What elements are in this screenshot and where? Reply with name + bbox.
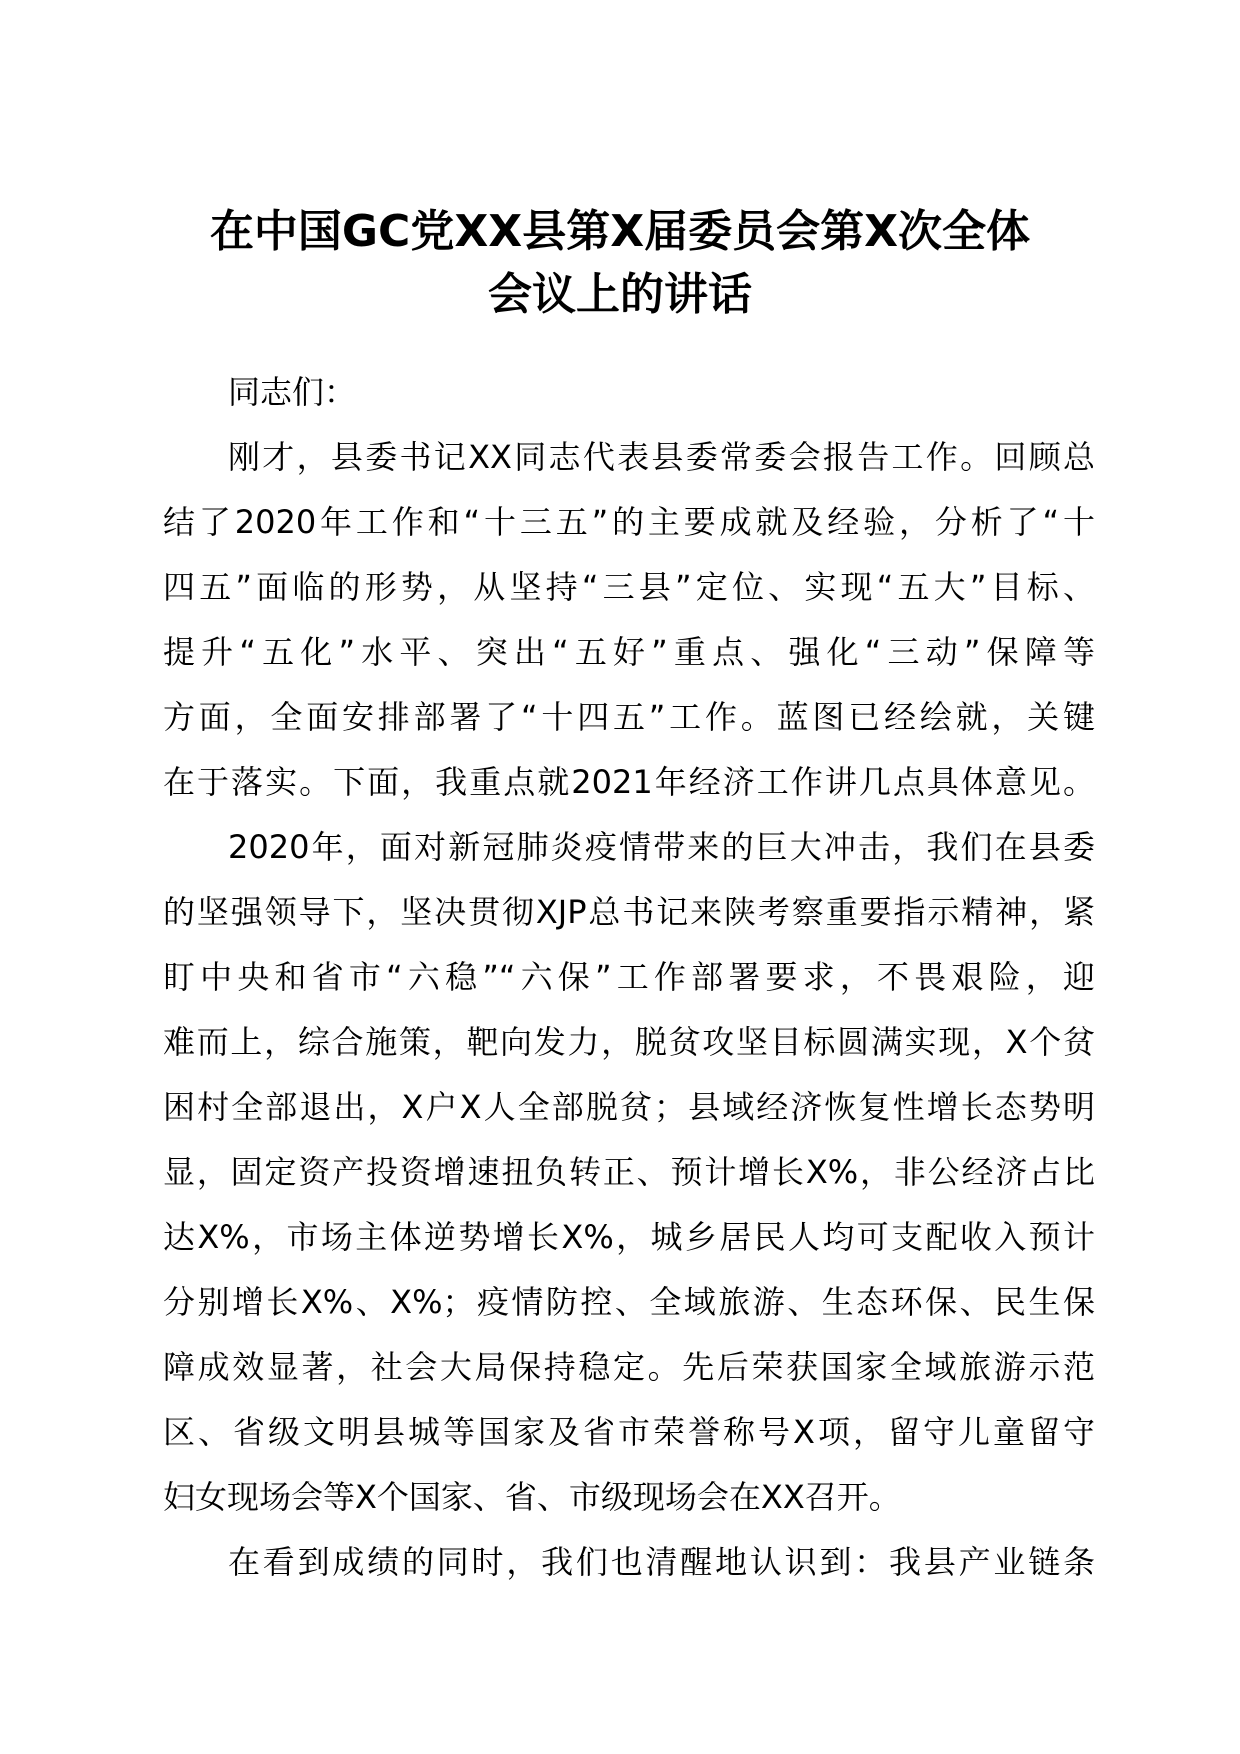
paragraph-line: 障成效显著，社会大局保持稳定。先后荣获国家全域旅游示范 xyxy=(163,1348,1095,1386)
paragraph-line: 在看到成绩的同时，我们也清醒地认识到：我县产业链条 xyxy=(228,1543,1095,1581)
paragraph-line: 达X%，市场主体逆势增长X%，城乡居民人均可支配收入预计 xyxy=(163,1218,1095,1256)
paragraph-line: 2020年，面对新冠肺炎疫情带来的巨大冲击，我们在县委 xyxy=(228,828,1095,866)
paragraph-line: 困村全部退出，X户X人全部脱贫；县域经济恢复性增长态势明 xyxy=(163,1088,1095,1126)
paragraph-line: 的坚强领导下，坚决贯彻XJP总书记来陕考察重要指示精神，紧 xyxy=(163,893,1095,931)
paragraph-line: 在于落实。下面，我重点就2021年经济工作讲几点具体意见。 xyxy=(163,763,1095,801)
document-title-line-1: 在中国GC党XX县第X届委员会第X次全体 xyxy=(209,206,1031,257)
paragraph-line: 方面，全面安排部署了“十四五”工作。蓝图已经绘就，关键 xyxy=(163,698,1095,736)
paragraph-line: 难而上，综合施策，靶向发力，脱贫攻坚目标圆满实现，X个贫 xyxy=(163,1023,1095,1061)
paragraph-line: 四五”面临的形势，从坚持“三县”定位、实现“五大”目标、 xyxy=(163,568,1095,606)
document-title-line-2: 会议上的讲话 xyxy=(488,269,752,320)
paragraph-line: 刚才，县委书记XX同志代表县委常委会报告工作。回顾总 xyxy=(228,438,1095,476)
paragraph-line: 提升“五化”水平、突出“五好”重点、强化“三动”保障等 xyxy=(163,633,1095,671)
paragraph-line: 分别增长X%、X%；疫情防控、全域旅游、生态环保、民生保 xyxy=(163,1283,1095,1321)
paragraph-line: 区、省级文明县城等国家及省市荣誉称号X项，留守儿童留守 xyxy=(163,1413,1095,1451)
paragraph-line: 结了2020年工作和“十三五”的主要成就及经验，分析了“十 xyxy=(163,503,1095,541)
paragraph-line: 盯中央和省市“六稳”“六保”工作部署要求，不畏艰险，迎 xyxy=(163,958,1095,996)
document-body xyxy=(163,437,1095,1607)
paragraph-line: 妇女现场会等X个国家、省、市级现场会在XX召开。 xyxy=(163,1478,901,1516)
paragraph-line: 显，固定资产投资增速扭负转正、预计增长X%，非公经济占比 xyxy=(163,1153,1095,1191)
salutation: 同志们： xyxy=(228,373,357,411)
